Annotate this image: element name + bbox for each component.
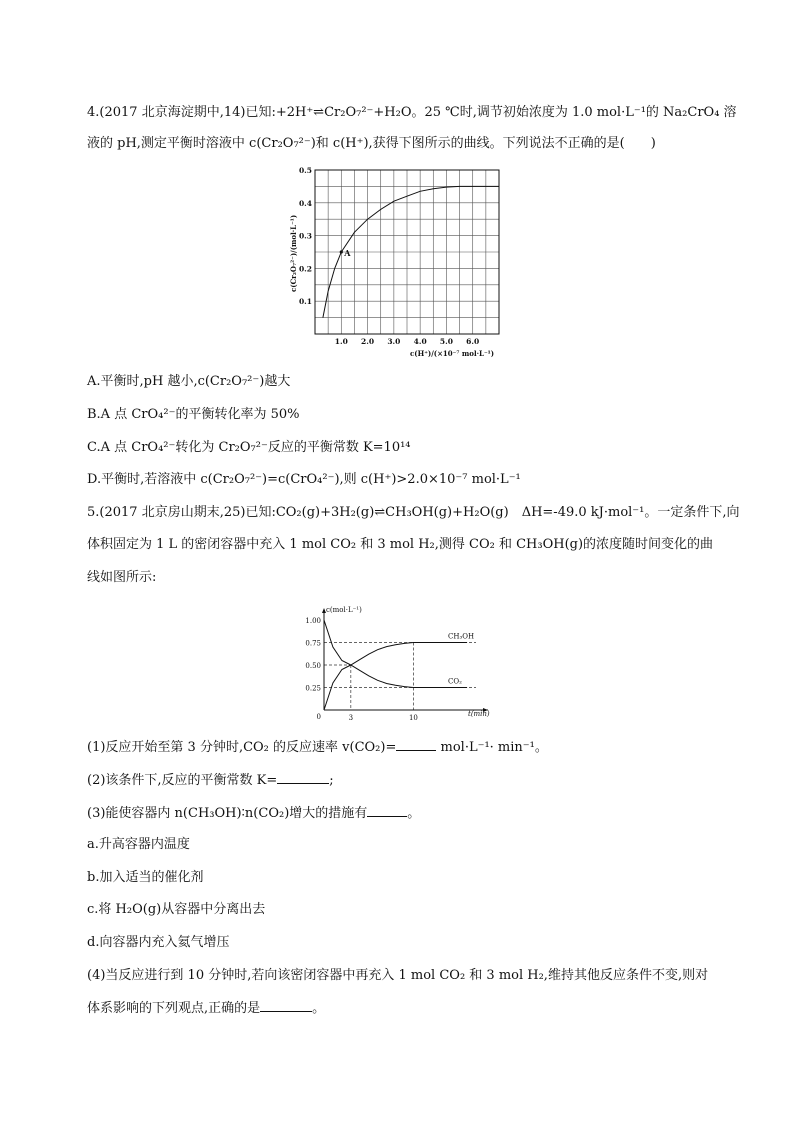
q4-chart bbox=[285, 162, 515, 362]
q4-option-a[interactable]: A.平衡时,pH 越小,c(Cr₂O₇²⁻)越大 bbox=[87, 374, 291, 389]
q5-sub2-end: ; bbox=[329, 773, 334, 788]
q4-option-d[interactable]: D.平衡时,若溶液中 c(Cr₂O₇²⁻)=c(CrO₄²⁻),则 c(H⁺)>2.0×10⁻⁷ mol·L⁻¹ bbox=[87, 472, 521, 487]
q5-sub4-text: 体系影响的下列观点,正确的是 bbox=[87, 1001, 261, 1016]
q5-stem-line1: 5.(2017 北京房山期末,25)已知:CO₂(g)+3H₂(g)⇌CH₃OH(g)+H₂O(g) ΔH=-49.0 kJ·mol⁻¹。一定条件下,向 bbox=[87, 505, 740, 520]
q5-sub3-end: 。 bbox=[407, 806, 421, 821]
q4-option-c[interactable]: C.A 点 CrO₄²⁻转化为 Cr₂O₇²⁻反应的平衡常数 K=10¹⁴ bbox=[87, 440, 411, 455]
q5-sub3 bbox=[87, 804, 420, 823]
q5-sub4-end: 。 bbox=[312, 1001, 326, 1016]
y-tick-label: 0.50 bbox=[305, 662, 321, 670]
q5-chart-xlabel: t(min) bbox=[468, 710, 490, 718]
y-tick-label: 0.5 bbox=[298, 166, 312, 175]
q4-chart-ylabel: c(Cr₂O₇²⁻)/(mol·L⁻¹) bbox=[289, 214, 298, 292]
q5-sub3-text: (3)能使容器内 n(CH₃OH)∶n(CO₂)增大的措施有 bbox=[87, 806, 368, 821]
q5-option-b[interactable]: b.加入适当的催化剂 bbox=[87, 870, 204, 885]
q4-option-b[interactable]: B.A 点 CrO₄²⁻的平衡转化率为 50% bbox=[87, 407, 300, 422]
x-tick-label: 4.0 bbox=[413, 337, 427, 346]
q5-stem-line3: 线如图所示: bbox=[87, 570, 157, 585]
point-a-label: A bbox=[344, 248, 351, 258]
q5-stem-line2: 体积固定为 1 L 的密闭容器中充入 1 mol CO₂ 和 3 mol H₂,测得 CO₂ 和 CH₃OH(g)的浓度随时间变化的曲 bbox=[87, 537, 714, 552]
x-tick-label: 3 bbox=[348, 714, 354, 722]
x-tick-label: 6.0 bbox=[466, 337, 480, 346]
x-tick-label: 5.0 bbox=[439, 337, 453, 346]
q5-option-d[interactable]: d.向容器内充入氦气增压 bbox=[87, 935, 230, 950]
q5-sub1 bbox=[87, 738, 548, 757]
x-tick-label: 10 bbox=[408, 714, 418, 722]
y-tick-label: 0.75 bbox=[305, 639, 321, 648]
y-tick-label: 0.25 bbox=[305, 684, 321, 693]
series-line bbox=[324, 620, 467, 688]
q4-stem-line2: 液的 pH,测定平衡时溶液中 c(Cr₂O₇²⁻)和 c(H⁺),获得下图所示的曲线。下列说法不正确的是( ) bbox=[87, 136, 656, 151]
y-tick-label: 0.1 bbox=[298, 297, 312, 307]
y-tick-label: 0.2 bbox=[298, 264, 312, 274]
q5-sub3-blank[interactable] bbox=[367, 804, 407, 817]
point-a-marker bbox=[340, 250, 343, 253]
y-tick-label: 1.00 bbox=[305, 617, 321, 625]
x-tick-label: 3.0 bbox=[387, 337, 401, 346]
y-tick-label: 0.3 bbox=[298, 231, 312, 241]
q5-sub4-line2 bbox=[87, 999, 325, 1018]
q5-option-a[interactable]: a.升高容器内温度 bbox=[87, 837, 190, 852]
q5-sub2 bbox=[87, 771, 334, 790]
q4-stem-line1: 4.(2017 北京海淀期中,14)已知:+2H⁺⇌Cr₂O₇²⁻+H₂O。25 ℃时,调节初始浓度为 1.0 mol·L⁻¹的 Na₂CrO₄ 溶 bbox=[87, 105, 737, 120]
origin-label: 0 bbox=[316, 713, 321, 721]
x-tick-label: 2.0 bbox=[361, 337, 375, 346]
q5-option-c[interactable]: c.将 H₂O(g)从容器中分离出去 bbox=[87, 902, 266, 917]
series-line bbox=[324, 643, 467, 711]
y-tick-label: 0.4 bbox=[298, 198, 312, 208]
series-label: CO₂ bbox=[448, 677, 462, 686]
q4-chart-xlabel: c(H⁺)/(×10⁻⁷ mol·L⁻¹) bbox=[410, 349, 495, 358]
q5-chart-ylabel: c(mol·L⁻¹) bbox=[326, 606, 362, 614]
q5-chart bbox=[296, 600, 506, 725]
q5-sub2-text: (2)该条件下,反应的平衡常数 K= bbox=[87, 773, 278, 788]
x-tick-label: 1.0 bbox=[334, 337, 348, 346]
q5-sub1-unit: mol·L⁻¹· min⁻¹。 bbox=[436, 740, 548, 755]
q5-sub4-line1: (4)当反应进行到 10 分钟时,若向该密闭容器中再充入 1 mol CO₂ 和 3 mol H₂,维持其他反应条件不变,则对 bbox=[87, 968, 709, 983]
q5-sub1-blank[interactable] bbox=[396, 738, 436, 751]
q5-sub2-blank[interactable] bbox=[277, 771, 329, 784]
q5-sub1-text: (1)反应开始至第 3 分钟时,CO₂ 的反应速率 v(CO₂)= bbox=[87, 740, 397, 755]
series-label: CH₃OH bbox=[448, 632, 475, 641]
q5-sub4-blank[interactable] bbox=[260, 999, 312, 1012]
